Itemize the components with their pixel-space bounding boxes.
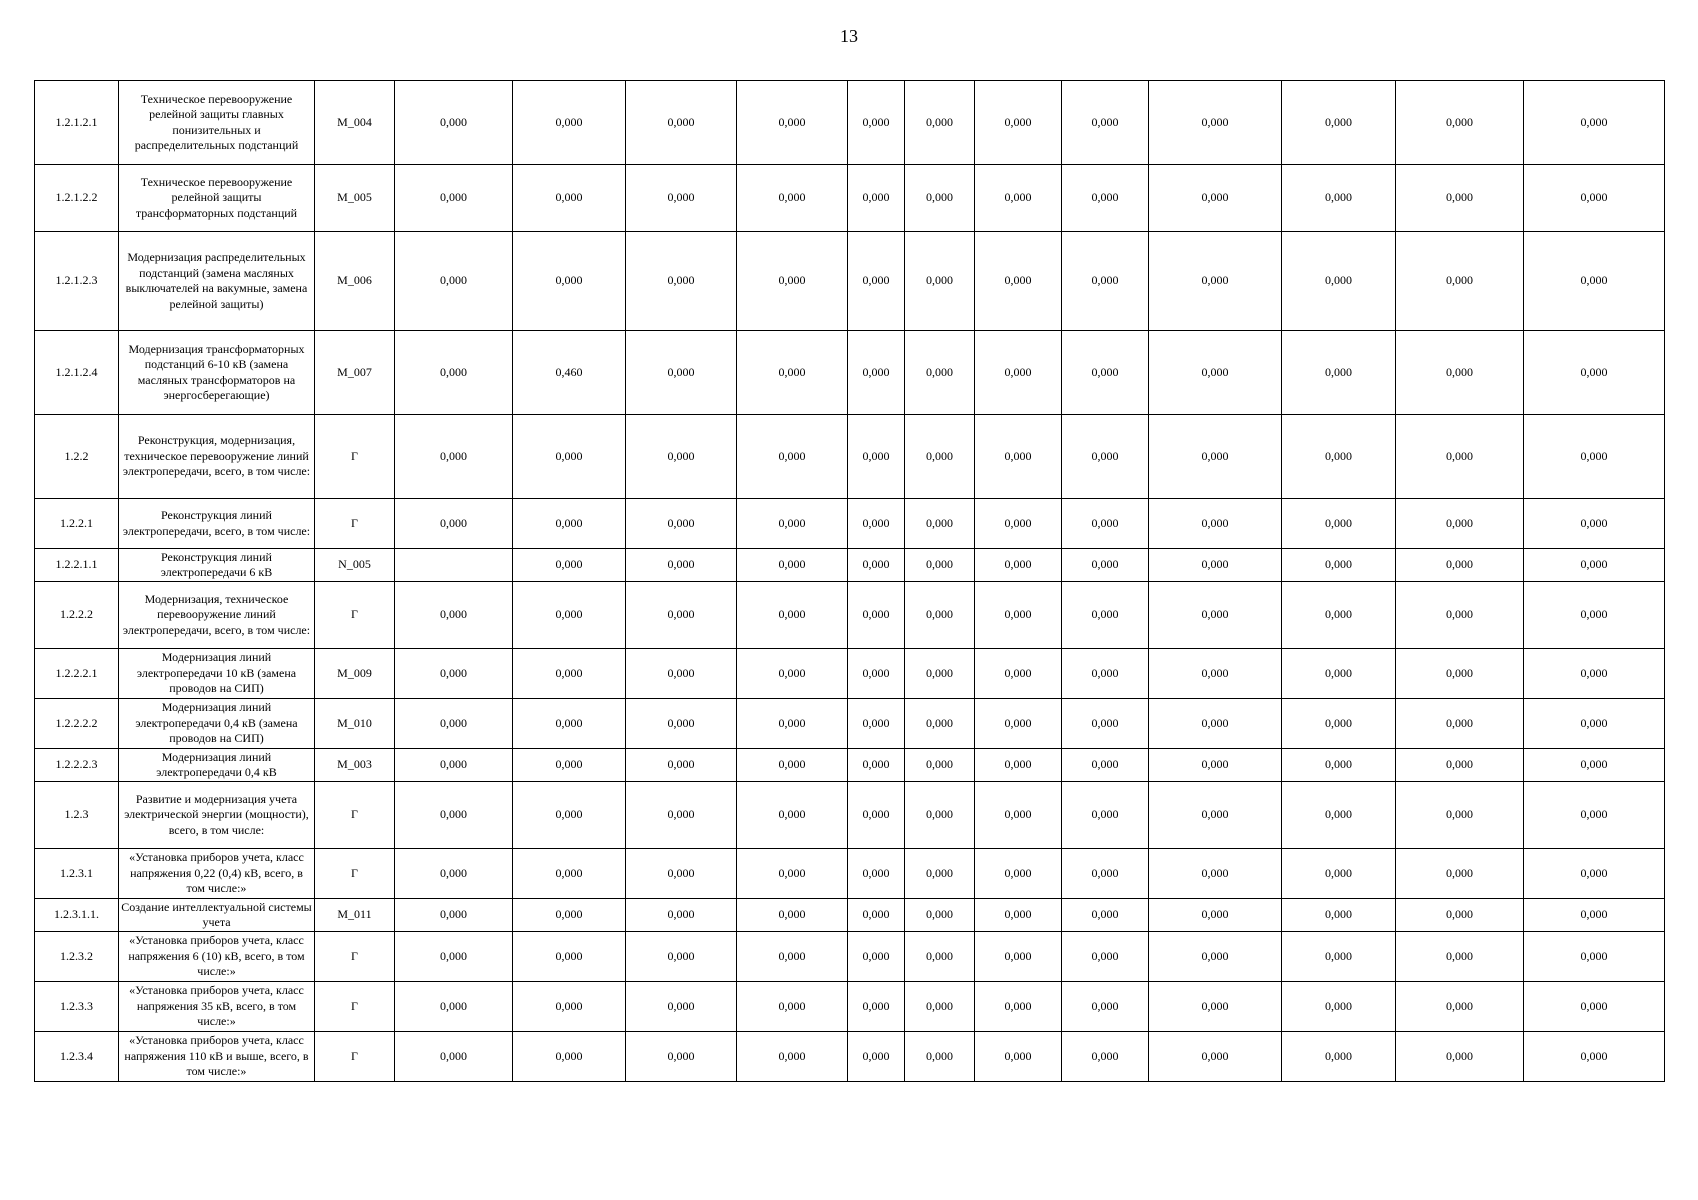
value-cell: 0,000 [626, 982, 737, 1032]
value-cell: 0,000 [1149, 699, 1282, 749]
row-id-cell: M_011 [315, 899, 395, 932]
row-code-cell: 1.2.2.2 [35, 582, 119, 649]
value-cell: 0,000 [626, 649, 737, 699]
value-cell: 0,000 [737, 81, 848, 165]
value-cell: 0,000 [848, 699, 905, 749]
value-cell: 0,000 [1062, 165, 1149, 232]
value-cell: 0,000 [737, 932, 848, 982]
value-cell: 0,000 [1149, 232, 1282, 331]
value-cell: 0,000 [395, 165, 513, 232]
row-code-cell: 1.2.1.2.3 [35, 232, 119, 331]
value-cell: 0,000 [848, 499, 905, 549]
value-cell: 0,000 [737, 582, 848, 649]
value-cell: 0,000 [513, 649, 626, 699]
value-cell: 0,000 [905, 1032, 975, 1082]
value-cell [395, 549, 513, 582]
row-id-cell: M_003 [315, 749, 395, 782]
value-cell: 0,000 [848, 749, 905, 782]
value-cell: 0,000 [513, 782, 626, 849]
value-cell: 0,000 [905, 782, 975, 849]
value-cell: 0,000 [1524, 81, 1665, 165]
value-cell: 0,000 [737, 699, 848, 749]
value-cell: 0,000 [1524, 782, 1665, 849]
value-cell: 0,000 [1062, 699, 1149, 749]
row-name-cell: Техническое перевооружение релейной защиты главных понизительных и распределительных подстанций [119, 81, 315, 165]
row-name-cell: Модернизация линий электропередачи 0,4 кВ [119, 749, 315, 782]
value-cell: 0,000 [1524, 849, 1665, 899]
value-cell: 0,000 [626, 331, 737, 415]
value-cell: 0,000 [395, 982, 513, 1032]
value-cell: 0,000 [1149, 415, 1282, 499]
value-cell: 0,000 [1282, 782, 1396, 849]
value-cell: 0,000 [975, 649, 1062, 699]
table-body [35, 81, 1665, 1082]
value-cell: 0,000 [626, 749, 737, 782]
value-cell: 0,000 [395, 649, 513, 699]
table-row [35, 499, 1665, 549]
row-id-cell: M_010 [315, 699, 395, 749]
value-cell: 0,000 [1282, 232, 1396, 331]
row-id-cell: Г [315, 582, 395, 649]
value-cell: 0,000 [848, 932, 905, 982]
value-cell: 0,000 [1396, 782, 1524, 849]
value-cell: 0,000 [395, 849, 513, 899]
row-name-cell: Создание интеллектуальной системы учета [119, 899, 315, 932]
value-cell: 0,000 [1396, 582, 1524, 649]
row-code-cell: 1.2.3.4 [35, 1032, 119, 1082]
value-cell: 0,000 [975, 582, 1062, 649]
value-cell: 0,000 [395, 415, 513, 499]
value-cell: 0,000 [975, 1032, 1062, 1082]
value-cell: 0,000 [395, 1032, 513, 1082]
value-cell: 0,000 [626, 782, 737, 849]
value-cell: 0,000 [737, 899, 848, 932]
value-cell: 0,000 [1062, 1032, 1149, 1082]
value-cell: 0,000 [848, 232, 905, 331]
value-cell: 0,000 [1282, 415, 1396, 499]
value-cell: 0,000 [1396, 499, 1524, 549]
value-cell: 0,000 [975, 415, 1062, 499]
value-cell: 0,000 [1149, 499, 1282, 549]
table-row [35, 1032, 1665, 1082]
value-cell: 0,000 [626, 899, 737, 932]
value-cell: 0,000 [395, 331, 513, 415]
value-cell: 0,000 [626, 932, 737, 982]
value-cell: 0,000 [626, 81, 737, 165]
row-name-cell: «Установка приборов учета, класс напряжения 35 кВ, всего, в том числе:» [119, 982, 315, 1032]
row-name-cell: Модернизация, техническое перевооружение линий электропередачи, всего, в том числе: [119, 582, 315, 649]
value-cell: 0,000 [1396, 982, 1524, 1032]
value-cell: 0,000 [1396, 932, 1524, 982]
row-id-cell: M_006 [315, 232, 395, 331]
table-row [35, 849, 1665, 899]
value-cell: 0,000 [905, 982, 975, 1032]
row-code-cell: 1.2.2.2.2 [35, 699, 119, 749]
value-cell: 0,000 [848, 415, 905, 499]
row-code-cell: 1.2.1.2.4 [35, 331, 119, 415]
value-cell: 0,000 [1396, 415, 1524, 499]
row-id-cell: Г [315, 1032, 395, 1082]
value-cell: 0,000 [513, 849, 626, 899]
row-code-cell: 1.2.2.1.1 [35, 549, 119, 582]
value-cell: 0,000 [975, 849, 1062, 899]
row-id-cell: M_007 [315, 331, 395, 415]
value-cell: 0,000 [848, 331, 905, 415]
value-cell: 0,000 [1396, 699, 1524, 749]
value-cell: 0,000 [1149, 81, 1282, 165]
row-name-cell: «Установка приборов учета, класс напряжения 6 (10) кВ, всего, в том числе:» [119, 932, 315, 982]
value-cell: 0,000 [1524, 749, 1665, 782]
value-cell: 0,000 [1149, 982, 1282, 1032]
value-cell: 0,000 [905, 749, 975, 782]
value-cell: 0,000 [1396, 649, 1524, 699]
page-number: 13 [840, 26, 858, 46]
value-cell: 0,000 [905, 582, 975, 649]
value-cell: 0,000 [975, 782, 1062, 849]
value-cell: 0,000 [905, 165, 975, 232]
value-cell: 0,000 [1396, 899, 1524, 932]
row-id-cell: Г [315, 932, 395, 982]
row-id-cell: Г [315, 849, 395, 899]
value-cell: 0,000 [905, 549, 975, 582]
table-row [35, 415, 1665, 499]
value-cell: 0,000 [975, 499, 1062, 549]
value-cell: 0,000 [1149, 749, 1282, 782]
value-cell: 0,000 [1524, 1032, 1665, 1082]
row-id-cell: M_009 [315, 649, 395, 699]
table-row [35, 649, 1665, 699]
value-cell: 0,000 [1282, 749, 1396, 782]
value-cell: 0,000 [848, 81, 905, 165]
value-cell: 0,000 [1282, 549, 1396, 582]
value-cell: 0,000 [1282, 582, 1396, 649]
table-row [35, 582, 1665, 649]
value-cell: 0,000 [848, 782, 905, 849]
value-cell: 0,000 [513, 982, 626, 1032]
value-cell: 0,000 [626, 499, 737, 549]
value-cell: 0,000 [1062, 649, 1149, 699]
value-cell: 0,000 [1062, 899, 1149, 932]
value-cell: 0,000 [1149, 582, 1282, 649]
table-row [35, 982, 1665, 1032]
value-cell: 0,000 [513, 899, 626, 932]
value-cell: 0,000 [1282, 699, 1396, 749]
value-cell: 0,000 [975, 932, 1062, 982]
table-row [35, 165, 1665, 232]
table-row [35, 331, 1665, 415]
table-row [35, 81, 1665, 165]
value-cell: 0,000 [1282, 849, 1396, 899]
row-name-cell: Модернизация линий электропередачи 10 кВ (замена проводов на СИП) [119, 649, 315, 699]
value-cell: 0,000 [737, 549, 848, 582]
value-cell: 0,000 [513, 165, 626, 232]
value-cell: 0,000 [975, 81, 1062, 165]
row-name-cell: Реконструкция, модернизация, техническое перевооружение линий электропередачи, всего, в том числе: [119, 415, 315, 499]
row-code-cell: 1.2.3.1 [35, 849, 119, 899]
value-cell: 0,000 [1396, 331, 1524, 415]
row-code-cell: 1.2.2.1 [35, 499, 119, 549]
value-cell: 0,000 [1062, 582, 1149, 649]
value-cell: 0,000 [1524, 582, 1665, 649]
value-cell: 0,000 [1524, 165, 1665, 232]
row-code-cell: 1.2.2.2.3 [35, 749, 119, 782]
value-cell: 0,000 [1062, 982, 1149, 1032]
row-code-cell: 1.2.2.2.1 [35, 649, 119, 699]
table-row [35, 782, 1665, 849]
value-cell: 0,000 [1282, 649, 1396, 699]
value-cell: 0,000 [626, 549, 737, 582]
row-name-cell: Развитие и модернизация учета электрической энергии (мощности), всего, в том числе: [119, 782, 315, 849]
value-cell: 0,000 [848, 165, 905, 232]
value-cell: 0,000 [737, 749, 848, 782]
value-cell: 0,000 [626, 165, 737, 232]
value-cell: 0,000 [1396, 1032, 1524, 1082]
value-cell: 0,000 [1282, 81, 1396, 165]
value-cell: 0,000 [737, 232, 848, 331]
value-cell: 0,000 [513, 232, 626, 331]
table-row [35, 899, 1665, 932]
value-cell: 0,000 [905, 899, 975, 932]
value-cell: 0,460 [513, 331, 626, 415]
value-cell: 0,000 [848, 982, 905, 1032]
value-cell: 0,000 [1062, 932, 1149, 982]
value-cell: 0,000 [975, 165, 1062, 232]
row-id-cell: Г [315, 499, 395, 549]
value-cell: 0,000 [1062, 782, 1149, 849]
value-cell: 0,000 [1282, 932, 1396, 982]
value-cell: 0,000 [513, 81, 626, 165]
value-cell: 0,000 [1282, 982, 1396, 1032]
value-cell: 0,000 [395, 81, 513, 165]
value-cell: 0,000 [1149, 782, 1282, 849]
value-cell: 0,000 [1282, 499, 1396, 549]
value-cell: 0,000 [1149, 932, 1282, 982]
value-cell: 0,000 [1062, 849, 1149, 899]
table-row [35, 699, 1665, 749]
row-name-cell: Техническое перевооружение релейной защиты трансформаторных подстанций [119, 165, 315, 232]
value-cell: 0,000 [395, 699, 513, 749]
value-cell: 0,000 [513, 549, 626, 582]
value-cell: 0,000 [513, 582, 626, 649]
value-cell: 0,000 [737, 982, 848, 1032]
value-cell: 0,000 [905, 331, 975, 415]
row-code-cell: 1.2.1.2.1 [35, 81, 119, 165]
row-id-cell: M_004 [315, 81, 395, 165]
value-cell: 0,000 [1149, 331, 1282, 415]
value-cell: 0,000 [905, 649, 975, 699]
row-code-cell: 1.2.1.2.2 [35, 165, 119, 232]
value-cell: 0,000 [626, 849, 737, 899]
row-id-cell: Г [315, 782, 395, 849]
row-name-cell: «Установка приборов учета, класс напряжения 0,22 (0,4) кВ, всего, в том числе:» [119, 849, 315, 899]
row-name-cell: Реконструкция линий электропередачи 6 кВ [119, 549, 315, 582]
value-cell: 0,000 [1396, 81, 1524, 165]
value-cell: 0,000 [395, 499, 513, 549]
value-cell: 0,000 [1524, 899, 1665, 932]
value-cell: 0,000 [513, 499, 626, 549]
row-id-cell: M_005 [315, 165, 395, 232]
value-cell: 0,000 [395, 932, 513, 982]
investment-table [34, 80, 1665, 1082]
row-code-cell: 1.2.3 [35, 782, 119, 849]
value-cell: 0,000 [1062, 232, 1149, 331]
value-cell: 0,000 [737, 331, 848, 415]
row-id-cell: N_005 [315, 549, 395, 582]
value-cell: 0,000 [626, 582, 737, 649]
value-cell: 0,000 [1524, 549, 1665, 582]
value-cell: 0,000 [975, 549, 1062, 582]
value-cell: 0,000 [1062, 549, 1149, 582]
value-cell: 0,000 [737, 849, 848, 899]
value-cell: 0,000 [905, 232, 975, 331]
value-cell: 0,000 [1282, 331, 1396, 415]
table-row [35, 549, 1665, 582]
value-cell: 0,000 [848, 549, 905, 582]
value-cell: 0,000 [1524, 982, 1665, 1032]
value-cell: 0,000 [975, 331, 1062, 415]
value-cell: 0,000 [1149, 549, 1282, 582]
row-code-cell: 1.2.3.3 [35, 982, 119, 1032]
value-cell: 0,000 [848, 899, 905, 932]
value-cell: 0,000 [1524, 649, 1665, 699]
value-cell: 0,000 [1396, 165, 1524, 232]
value-cell: 0,000 [905, 699, 975, 749]
value-cell: 0,000 [1062, 499, 1149, 549]
value-cell: 0,000 [1062, 81, 1149, 165]
row-id-cell: Г [315, 982, 395, 1032]
row-name-cell: Модернизация линий электропередачи 0,4 кВ (замена проводов на СИП) [119, 699, 315, 749]
value-cell: 0,000 [1524, 232, 1665, 331]
value-cell: 0,000 [848, 1032, 905, 1082]
value-cell: 0,000 [848, 849, 905, 899]
value-cell: 0,000 [1524, 415, 1665, 499]
value-cell: 0,000 [848, 582, 905, 649]
value-cell: 0,000 [513, 1032, 626, 1082]
value-cell: 0,000 [626, 232, 737, 331]
row-name-cell: Модернизация трансформаторных подстанций 6-10 кВ (замена масляных трансформаторов на энергосберегающие) [119, 331, 315, 415]
value-cell: 0,000 [1524, 932, 1665, 982]
value-cell: 0,000 [1062, 749, 1149, 782]
value-cell: 0,000 [905, 415, 975, 499]
value-cell: 0,000 [1396, 749, 1524, 782]
value-cell: 0,000 [1149, 1032, 1282, 1082]
value-cell: 0,000 [737, 782, 848, 849]
row-code-cell: 1.2.2 [35, 415, 119, 499]
row-name-cell: Модернизация распределительных подстанций (замена масляных выключателей на вакумные, замена релейной защиты) [119, 232, 315, 331]
value-cell: 0,000 [975, 232, 1062, 331]
value-cell: 0,000 [1396, 549, 1524, 582]
value-cell: 0,000 [513, 415, 626, 499]
value-cell: 0,000 [1062, 415, 1149, 499]
value-cell: 0,000 [1282, 165, 1396, 232]
value-cell: 0,000 [737, 499, 848, 549]
value-cell: 0,000 [1062, 331, 1149, 415]
row-code-cell: 1.2.3.2 [35, 932, 119, 982]
value-cell: 0,000 [1149, 649, 1282, 699]
value-cell: 0,000 [395, 232, 513, 331]
value-cell: 0,000 [395, 582, 513, 649]
value-cell: 0,000 [1282, 1032, 1396, 1082]
value-cell: 0,000 [737, 649, 848, 699]
value-cell: 0,000 [395, 899, 513, 932]
value-cell: 0,000 [513, 749, 626, 782]
value-cell: 0,000 [1396, 232, 1524, 331]
value-cell: 0,000 [626, 699, 737, 749]
value-cell: 0,000 [395, 782, 513, 849]
row-name-cell: «Установка приборов учета, класс напряжения 110 кВ и выше, всего, в том числе:» [119, 1032, 315, 1082]
table-row [35, 932, 1665, 982]
value-cell: 0,000 [905, 499, 975, 549]
value-cell: 0,000 [975, 982, 1062, 1032]
table-row [35, 749, 1665, 782]
value-cell: 0,000 [1149, 899, 1282, 932]
value-cell: 0,000 [975, 749, 1062, 782]
row-id-cell: Г [315, 415, 395, 499]
value-cell: 0,000 [1282, 899, 1396, 932]
value-cell: 0,000 [1524, 331, 1665, 415]
value-cell: 0,000 [1524, 699, 1665, 749]
value-cell: 0,000 [513, 699, 626, 749]
value-cell: 0,000 [626, 1032, 737, 1082]
value-cell: 0,000 [905, 849, 975, 899]
value-cell: 0,000 [905, 932, 975, 982]
row-code-cell: 1.2.3.1.1. [35, 899, 119, 932]
value-cell: 0,000 [395, 749, 513, 782]
value-cell: 0,000 [1149, 849, 1282, 899]
value-cell: 0,000 [626, 415, 737, 499]
value-cell: 0,000 [975, 899, 1062, 932]
table-row [35, 232, 1665, 331]
value-cell: 0,000 [737, 1032, 848, 1082]
value-cell: 0,000 [1149, 165, 1282, 232]
value-cell: 0,000 [975, 699, 1062, 749]
value-cell: 0,000 [905, 81, 975, 165]
value-cell: 0,000 [513, 932, 626, 982]
value-cell: 0,000 [848, 649, 905, 699]
value-cell: 0,000 [737, 415, 848, 499]
value-cell: 0,000 [737, 165, 848, 232]
value-cell: 0,000 [1524, 499, 1665, 549]
value-cell: 0,000 [1396, 849, 1524, 899]
row-name-cell: Реконструкция линий электропередачи, всего, в том числе: [119, 499, 315, 549]
